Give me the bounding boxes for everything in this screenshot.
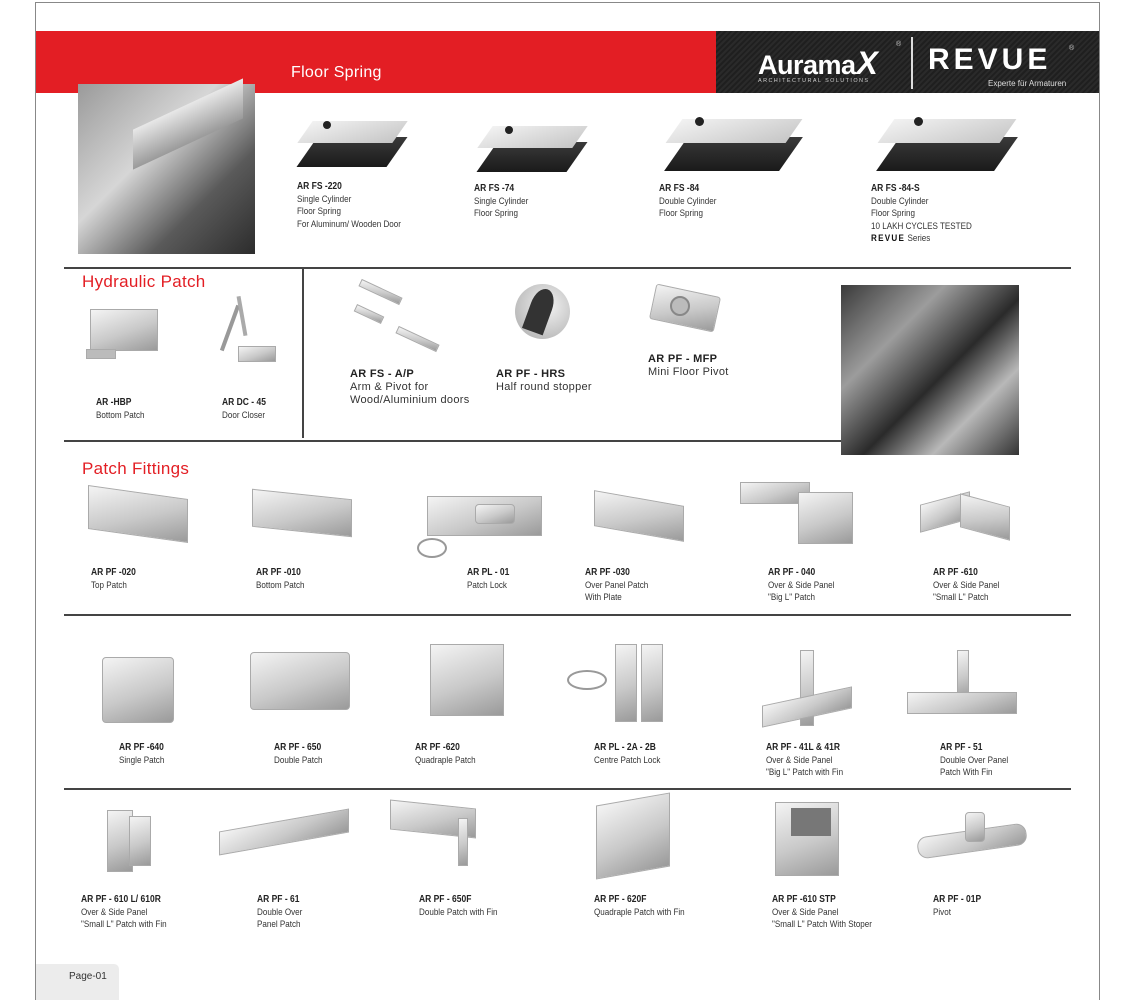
product-item: AR PF - 620F Quadraple Patch with Fin	[594, 894, 685, 918]
double-over-panel-with-fin-image	[905, 648, 1020, 723]
over-panel-patch-image	[588, 488, 688, 548]
pivot-image	[915, 810, 1030, 872]
product-item: AR -HBP Bottom Patch	[96, 397, 145, 421]
small-l-patch-image	[918, 484, 1013, 550]
brand-divider	[911, 37, 913, 89]
revue-logo: REVUE	[928, 43, 1052, 76]
product-item: AR PF -610 STP Over & Side Panel "Small L" Patch With Stoper	[772, 894, 872, 930]
product-item: AR PF - 41L & 41R Over & Side Panel "Big L" Patch with Fin	[766, 742, 844, 778]
section-divider	[64, 440, 841, 442]
top-patch-image	[88, 486, 188, 546]
product-item: AR PL - 2A - 2B Centre Patch Lock	[594, 742, 661, 766]
floor-spring-image	[872, 115, 1027, 180]
floor-spring-installation-photo	[78, 84, 255, 254]
double-patch-with-fin-image	[388, 798, 480, 868]
product-item: AR PF - HRS Half round stopper	[496, 368, 592, 393]
double-patch-image	[248, 650, 353, 712]
quadraple-patch-with-fin-image	[590, 795, 675, 880]
brand-logos	[716, 31, 1099, 93]
product-item: AR PF - 51 Double Over Panel Patch With Fin	[940, 742, 1009, 778]
floor-spring-image	[475, 120, 590, 185]
page-title: Floor Spring	[291, 64, 382, 81]
small-l-patch-with-stoper-image	[773, 800, 841, 878]
product-item: AR PF -020 Top Patch	[91, 567, 136, 591]
product-item: AR PF -640 Single Patch	[119, 742, 165, 766]
section-title-patch-fittings: Patch Fittings	[82, 459, 190, 478]
small-l-patch-with-fin-image	[105, 806, 153, 878]
bottom-patch-image	[252, 488, 352, 543]
product-item: AR FS -220 Single Cylinder Floor Spring For Aluminum/ Wooden Door	[297, 181, 401, 230]
registered-mark: ®	[896, 41, 902, 48]
product-item: AR FS -84-S Double Cylinder Floor Spring 10 LAKH CYCLES TESTED REVUE Series	[871, 183, 972, 244]
door-closer-image	[218, 296, 278, 371]
product-item: AR PL - 01 Patch Lock	[467, 567, 510, 591]
section-divider	[64, 267, 1071, 269]
product-item: AR PF - 650F Double Patch with Fin	[419, 894, 498, 918]
revue-series-logo: REVUE	[871, 233, 906, 244]
revue-tagline: Experte für Armaturen	[988, 79, 1067, 88]
big-l-patch-image	[738, 478, 860, 558]
section-divider-vertical	[302, 268, 304, 438]
patch-fittings-closeup-photo	[841, 285, 1019, 455]
bottom-patch-image	[86, 305, 162, 365]
floor-spring-image	[295, 115, 410, 180]
half-round-stopper-image	[515, 284, 570, 339]
patch-lock-image	[415, 490, 545, 570]
product-item: AR PF - 040 Over & Side Panel "Big L" Patch	[768, 567, 835, 603]
product-item: AR PF -620 Quadraple Patch	[415, 742, 476, 766]
product-item: AR FS -74 Single Cylinder Floor Spring	[474, 183, 529, 219]
product-item: AR FS -84 Double Cylinder Floor Spring	[659, 183, 717, 219]
product-item: AR PF - 610 L/ 610R Over & Side Panel "Small L" Patch with Fin	[81, 894, 167, 930]
section-title-hydraulic-patch: Hydraulic Patch	[82, 272, 206, 291]
product-item: AR PF - 650 Double Patch	[274, 742, 323, 766]
product-item: AR FS - A/P Arm & Pivot for Wood/Aluminium doors	[350, 368, 470, 406]
section-divider	[64, 788, 1071, 790]
big-l-patch-with-fin-image	[760, 648, 855, 728]
section-divider	[64, 614, 1071, 616]
centre-patch-lock-image	[565, 640, 670, 725]
product-item: AR PF - 01P Pivot	[933, 894, 982, 918]
quadraple-patch-image	[428, 642, 508, 720]
page-number-tab	[36, 964, 119, 1000]
product-item: AR PF - 61 Double Over Panel Patch	[257, 894, 303, 930]
mini-floor-pivot-image	[648, 284, 723, 332]
product-item: AR PF - MFP Mini Floor Pivot	[648, 353, 729, 378]
product-item: AR PF -030 Over Panel Patch With Plate	[585, 567, 649, 603]
product-item: AR PF -610 Over & Side Panel "Small L" Patch	[933, 567, 1000, 603]
product-item: AR DC - 45 Door Closer	[222, 397, 266, 421]
double-over-panel-patch-image	[215, 800, 353, 865]
arm-pivot-image	[350, 280, 445, 360]
floor-spring-image	[660, 115, 810, 180]
page-number: Page-01	[69, 971, 107, 982]
product-item: AR PF -010 Bottom Patch	[256, 567, 305, 591]
auramax-tagline: ARCHITECTURAL SOLUTIONS	[758, 78, 870, 84]
auramax-logo: AuramaX	[758, 45, 878, 81]
registered-mark: ®	[1069, 45, 1075, 52]
single-patch-image	[100, 655, 178, 727]
